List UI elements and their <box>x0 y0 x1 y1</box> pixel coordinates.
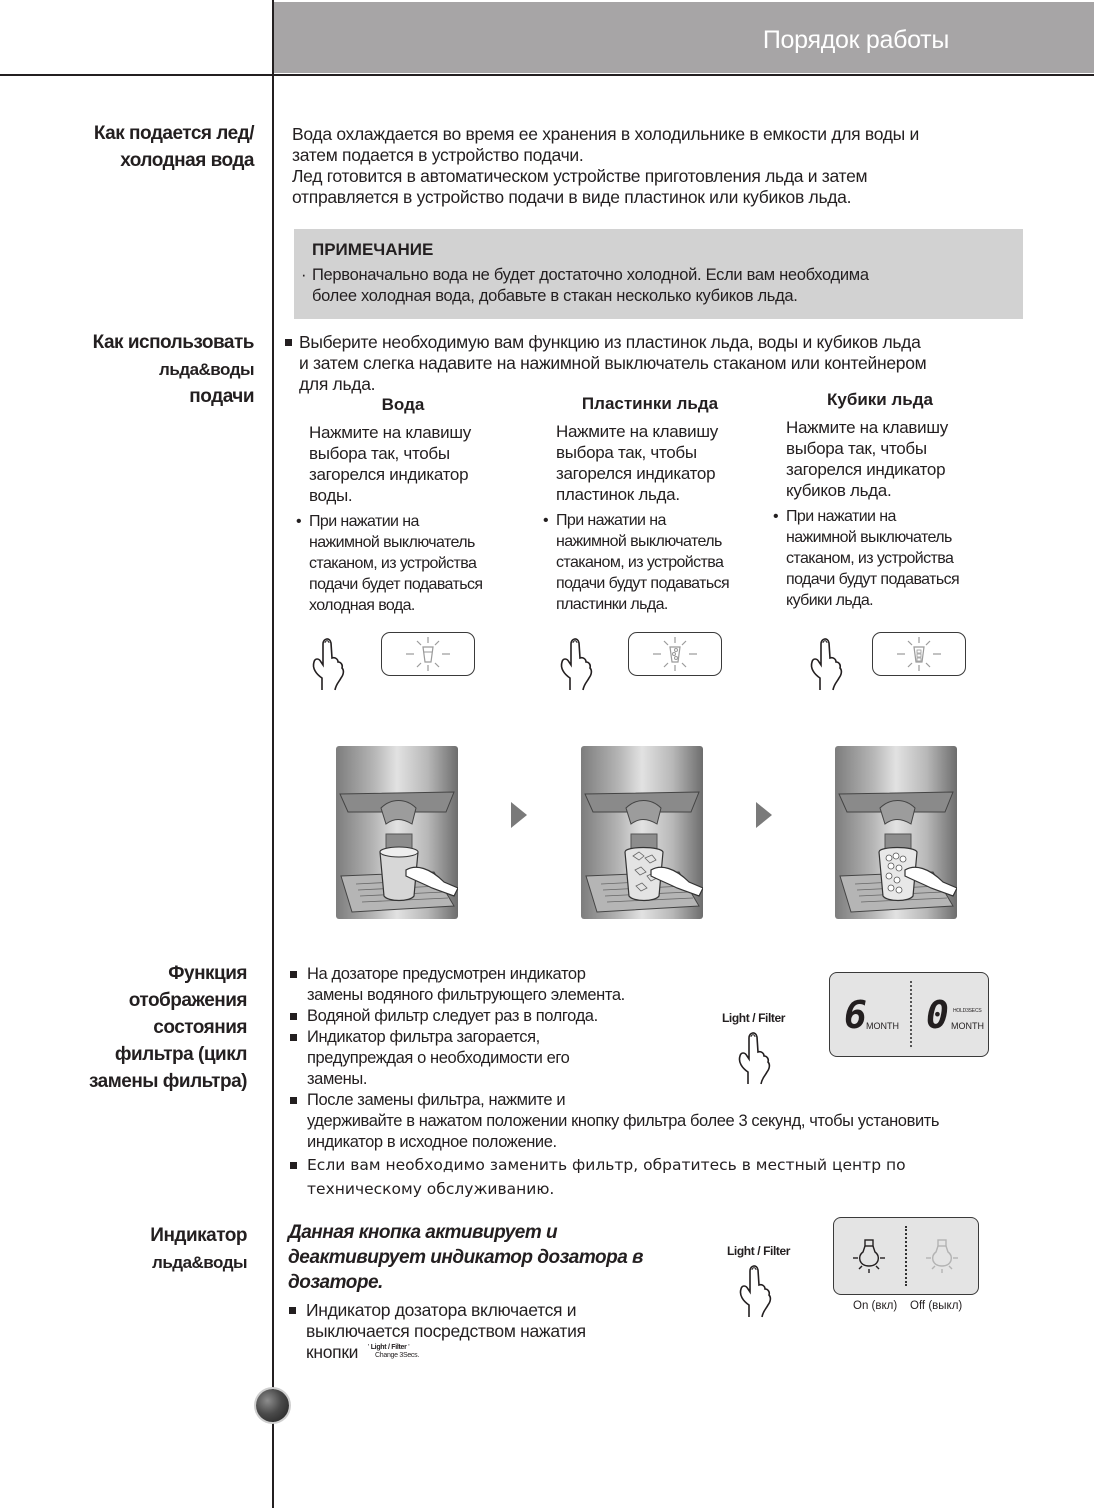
note-title: ПРИМЕЧАНИЕ <box>312 240 434 259</box>
bullet-line: кнопки <box>306 1342 359 1362</box>
usage-intro <box>299 332 926 395</box>
filter-months-digit: 6 <box>844 993 867 1037</box>
bullet-square-icon <box>290 1162 297 1169</box>
instruction-line: пластинок льда. <box>556 485 680 504</box>
note-text <box>301 265 869 307</box>
bullet-line: нажимной выключатель <box>556 533 722 550</box>
indicator-bullet <box>306 1300 586 1363</box>
light-filter-button-label: Light / Filter <box>727 1244 791 1258</box>
bullet-square-icon <box>289 1307 296 1314</box>
label-line: Как подается лед/ <box>93 123 254 144</box>
note-bullet: · <box>301 266 307 284</box>
light-bulb-off-icon <box>922 1236 962 1278</box>
list-item <box>307 1090 939 1153</box>
section-label-usage <box>93 329 254 410</box>
bullet-line: стаканом, из устройства <box>786 550 954 567</box>
bullet-dot-icon: • <box>296 513 302 530</box>
column-instruction-water <box>309 422 471 506</box>
intro-line: Выберите необходимую вам функцию из пластинок льда, воды и кубиков льда <box>299 332 921 352</box>
pointing-hand-icon <box>308 634 348 692</box>
label-line: подачи <box>189 386 254 407</box>
list-line: техническому обслуживанию. <box>307 1180 555 1198</box>
section-label-indicator <box>150 1222 247 1276</box>
bullet-line: стаканом, из устройства <box>309 555 477 572</box>
instruction-line: кубиков льда. <box>786 481 892 500</box>
paragraph-line: отправляется в устройство подачи в виде пластинок или кубиков льда. <box>292 187 852 207</box>
bullet-line: подачи будет подаваться <box>309 576 483 593</box>
ice-cube-icon <box>873 633 965 675</box>
bullet-line: кубики льда. <box>786 592 873 609</box>
column-divider <box>272 0 274 1508</box>
bullet-dot-icon: • <box>773 508 779 525</box>
note-line: более холодная вода, добавьте в стакан несколько кубиков льда. <box>312 287 798 305</box>
instruction-line: загорелся индикатор <box>786 460 946 479</box>
light-filter-button-label: Light / Filter <box>722 1011 786 1025</box>
column-instruction-crushed <box>556 421 718 505</box>
column-bullet-crushed <box>543 510 730 615</box>
filter-reset-digit: 0 <box>926 993 949 1037</box>
supply-paragraph <box>292 124 919 208</box>
instruction-line: Нажмите на клавишу <box>309 423 471 442</box>
note-box <box>294 229 1023 319</box>
instruction-line: выбора так, чтобы <box>309 444 450 463</box>
indicator-description <box>288 1220 643 1295</box>
list-line: После замены фильтра, нажмите и <box>307 1091 566 1109</box>
section-label-filter <box>89 960 247 1095</box>
instruction-line: воды. <box>309 486 353 505</box>
crushed-ice-icon <box>629 633 721 675</box>
instruction-line: загорелся индикатор <box>309 465 469 484</box>
note-line: Первоначально вода не будет достаточно холодной. Если вам необходима <box>312 266 869 284</box>
filter-months-unit: MONTH <box>866 1021 899 1031</box>
label-line: льда&воды <box>152 1253 247 1272</box>
inline-button-reference <box>368 1344 419 1360</box>
column-bullet-water <box>296 511 483 616</box>
label-line: отображения <box>128 990 247 1011</box>
section-label-supply <box>94 120 254 174</box>
display-divider <box>905 1226 907 1286</box>
label-line: замены фильтра) <box>88 1071 247 1092</box>
water-indicator-panel[interactable] <box>381 632 475 676</box>
display-divider <box>910 981 912 1047</box>
bullet-square-icon <box>290 1097 297 1104</box>
intro-line: и затем слегка надавите на нажимной выключатель стаканом или контейнером <box>299 353 927 373</box>
bullet-line: нажимной выключатель <box>309 534 475 551</box>
italic-line: дозаторе. <box>288 1272 383 1293</box>
pointing-hand-icon[interactable] <box>734 1028 774 1086</box>
pointing-hand-icon[interactable] <box>735 1261 775 1319</box>
arrow-right-icon <box>511 802 527 828</box>
header-rule <box>0 74 1094 76</box>
bullet-line: При нажатии на <box>556 512 666 529</box>
bullet-line: подачи будут подаваться <box>556 575 730 592</box>
crushed-ice-indicator-panel[interactable] <box>628 632 722 676</box>
intro-line: для льда. <box>299 374 376 394</box>
filter-status-display <box>829 972 989 1057</box>
water-glass-icon <box>382 633 474 675</box>
list-line: Если вам необходимо заменить фильтр, обратитесь в местный центр по <box>307 1156 906 1174</box>
page-title: Порядок работы <box>762 26 949 54</box>
bullet-line: При нажатии на <box>786 508 896 525</box>
dispenser-cubed-illustration <box>835 746 957 919</box>
bullet-square-icon <box>290 971 297 978</box>
label-line: состояния <box>153 1017 247 1038</box>
bullet-line: нажимной выключатель <box>786 529 952 546</box>
cubed-ice-indicator-panel[interactable] <box>872 632 966 676</box>
quote-close: ' <box>408 1344 410 1351</box>
instruction-line: загорелся индикатор <box>556 464 716 483</box>
arrow-right-icon <box>756 802 772 828</box>
bullet-line: стаканом, из устройства <box>556 554 724 571</box>
instruction-line: Нажмите на клавишу <box>786 418 948 437</box>
label-line: холодная вода <box>120 150 254 171</box>
list-line: индикатор в исходное положение. <box>307 1133 557 1151</box>
quote-open: ' <box>368 1344 370 1351</box>
list-line: замены водяного фильтрующего элемента. <box>307 986 625 1004</box>
bullet-square-icon <box>290 1013 297 1020</box>
list-line: предупреждая о необходимости его <box>307 1049 570 1067</box>
bullet-square-icon <box>285 339 292 346</box>
list-line: Водяной фильтр следует раз в полгода. <box>307 1007 598 1025</box>
list-line: Индикатор фильтра загорается, <box>307 1028 540 1046</box>
column-bullet-cubed <box>773 506 960 611</box>
water-glass-illustration-icon <box>336 746 458 919</box>
paragraph-line: Лед готовится в автоматическом устройстве приготовления льда и затем <box>292 166 868 186</box>
bullet-line: выключается посредством нажатия <box>306 1321 586 1341</box>
label-line: Функция <box>168 963 247 984</box>
bullet-line: холодная вода. <box>309 597 415 614</box>
column-title-crushed: Пластинки льда <box>581 394 719 413</box>
column-title-cubed: Кубики льда <box>827 390 933 409</box>
bullet-line: Индикатор дозатора включается и <box>306 1300 577 1320</box>
list-line: удерживайте в нажатом положении кнопку фильтра более 3 секунд, чтобы установить <box>307 1112 940 1130</box>
paragraph-line: Вода охлаждается во время ее хранения в холодильнике в емкости для воды и <box>292 124 919 144</box>
instruction-line: Нажмите на клавишу <box>556 422 718 441</box>
label-line: льда&воды <box>159 360 254 379</box>
header-bar <box>274 2 1094 73</box>
bullet-line: При нажатии на <box>309 513 419 530</box>
hold-3secs-label: HOLD3SECS <box>953 1008 982 1014</box>
off-label: Off (выкл) <box>910 1300 963 1312</box>
instruction-line: выбора так, чтобы <box>556 443 697 462</box>
list-item <box>307 1153 939 1201</box>
crushed-ice-glass-illustration-icon <box>581 746 703 919</box>
instruction-line: выбора так, чтобы <box>786 439 927 458</box>
bullet-line: подачи будут подаваться <box>786 571 960 588</box>
on-label: On (вкл) <box>853 1300 898 1312</box>
light-bulb-on-icon <box>849 1236 889 1278</box>
ice-cube-glass-illustration-icon <box>835 746 957 919</box>
dispenser-crushed-illustration <box>581 746 703 919</box>
pointing-hand-icon <box>806 634 846 692</box>
list-line: замены. <box>307 1070 368 1088</box>
column-title-water: Вода <box>381 395 425 414</box>
bullet-line: пластинки льда. <box>556 596 668 613</box>
filter-reset-unit: MONTH <box>951 1021 984 1031</box>
bullet-square-icon <box>290 1034 297 1041</box>
page-marker-icon <box>256 1389 289 1422</box>
pointing-hand-icon <box>556 634 596 692</box>
bullet-dot-icon: • <box>543 512 549 529</box>
inline-button-label: Light / Filter <box>370 1344 407 1351</box>
dispenser-water-illustration <box>336 746 458 919</box>
inline-button-sub: Change 3Secs. <box>375 1352 419 1359</box>
label-line: Как использовать <box>92 332 254 353</box>
label-line: фильтра (цикл <box>114 1044 247 1065</box>
label-line: Индикатор <box>150 1225 247 1246</box>
paragraph-line: затем подается в устройство подачи. <box>292 145 584 165</box>
dispenser-light-display <box>833 1217 979 1295</box>
column-instruction-cubed <box>786 417 948 501</box>
italic-line: Данная кнопка активирует и <box>288 1222 558 1243</box>
italic-line: деактивирует индикатор дозатора в <box>288 1247 644 1268</box>
list-line: На дозаторе предусмотрен индикатор <box>307 965 586 983</box>
